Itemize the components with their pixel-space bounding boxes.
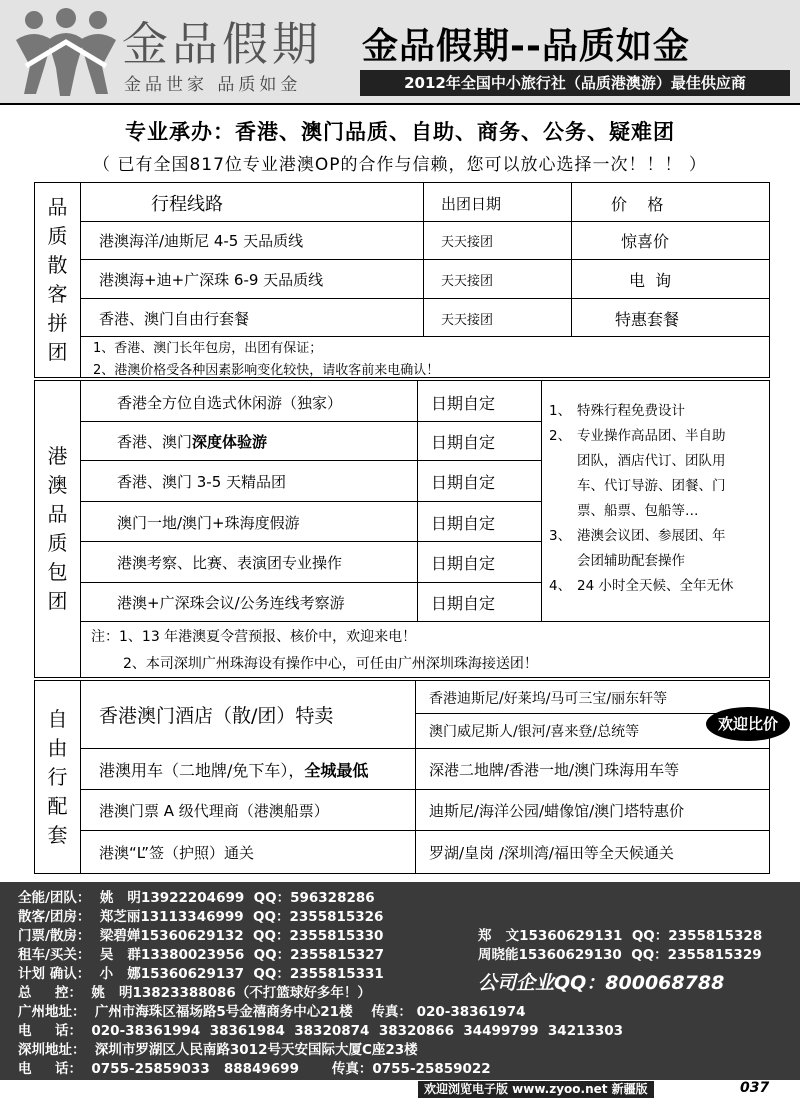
company-qq: 公司企业QQ：800068788 [478, 972, 725, 994]
contact-line-8: 电 话： 020-38361994 38361984 38320874 38320866 34499799 34213303 [18, 1023, 624, 1039]
logo-people-icon [12, 6, 120, 98]
page-number: 037 [740, 1080, 770, 1096]
package-date-3: 日期自定 [431, 472, 496, 492]
specialty-line: 专业承办：香港、澳门品质、自助、商务、公务、疑难团 [125, 120, 675, 144]
scattered-price-3: 特惠套餐 [615, 309, 680, 329]
car-service-detail: 深港二地牌/香港一地/澳门珠海用车等 [429, 760, 680, 779]
contact-line-6: 总 控： 姚 明13823388086（不打篮球好多年！） [18, 985, 371, 1001]
free-travel-table [34, 680, 770, 874]
brand-name: 金品假期 [122, 17, 322, 71]
date-header: 出团日期 [441, 194, 502, 213]
visa-service: 港澳“L”签（护照）通关 [99, 843, 254, 862]
package-date-2: 日期自定 [431, 432, 496, 452]
scattered-route-3: 香港、澳门自由行套餐 [99, 309, 250, 328]
brand-tagline: 金品世家 品质如金 [124, 75, 302, 95]
package-features: 1、 特殊行程免费设计 2、 专业操作高品团、半自助 团队，酒店代订、团队用 车、代订导游、团餐、门 票、船票、包船等… 3、 港澳会议团、参展团、年 会团辅助配套操作 4、 24 小时全天候、全年无休 [549, 403, 734, 594]
contact-line-5: 计划 确认： 小 娜15360629137 QQ：2355815331 [18, 966, 384, 982]
contact-line-2: 散客/团房： 郑芝丽13113346999 QQ：2355815326 [18, 909, 384, 925]
scattered-date-3: 天天接团 [441, 312, 494, 328]
package-date-4: 日期自定 [431, 513, 496, 533]
package-route-4: 澳门一地/澳门+珠海度假游 [117, 513, 300, 532]
slogan: 金品假期--品质如金 [362, 26, 690, 67]
footer-site-bar: 欢迎浏览电子版 www.zyoo.net 新疆版 [418, 1081, 654, 1098]
scattered-tour-table [34, 182, 770, 378]
package-date-6: 日期自定 [431, 593, 496, 613]
hotel-list-macau: 澳门威尼斯人/银河/喜来登/总统等 [429, 724, 640, 740]
package-side-label: 港 澳 品 质 包 团 [35, 381, 81, 677]
supplier-banner: 2012年全国中小旅行社（品质港澳游）最佳供应商 [360, 70, 790, 96]
contact-line-3: 门票/散房： 梁碧婵15360629132 QQ：2355815330 [18, 928, 384, 944]
compare-price-badge: 欢迎比价 [706, 707, 790, 741]
visa-service-detail: 罗湖/皇岗 /深圳湾/福田等全天候通关 [429, 843, 674, 862]
package-route-1: 香港全方位自选式休闲游（独家） [117, 393, 343, 412]
scattered-route-2: 港澳海+迪+广深珠 6-9 天品质线 [99, 270, 324, 289]
package-route-2-highlight: 深度体验游 [192, 432, 268, 451]
free-side-label: 自 由 行 配 套 [35, 681, 81, 873]
scattered-date-1: 天天接团 [441, 235, 494, 250]
package-tour-table [34, 380, 770, 678]
package-route-3: 香港、澳门 3-5 天精品团 [117, 472, 287, 491]
hotel-sale-title: 香港澳门酒店（散/团）特卖 [99, 704, 334, 727]
package-notes: 注：1、13 年港澳夏令营预报、核价中，欢迎来电！ 2、本司深圳广州珠海设有操作中心，可任由广州深圳珠海接送团！ [91, 629, 538, 672]
hotel-list-hk: 香港迪斯尼/好莱坞/马可三宝/丽东轩等 [429, 691, 668, 707]
scattered-route-1: 港澳海洋/迪斯尼 4-5 天品质线 [99, 232, 304, 250]
package-route-6: 港澳+广深珠会议/公务连线考察游 [117, 593, 345, 612]
car-service-highlight: 全城最低 [304, 760, 369, 780]
contact-line-7: 广州地址： 广州市海珠区福场路5号金禧商务中心21楼 传真： 020-38361974 [18, 1004, 526, 1020]
package-route-5: 港澳考察、比赛、表演团专业操作 [117, 553, 343, 572]
ticket-agent-detail: 迪斯尼/海洋公园/蜡像馆/澳门塔特惠价 [429, 801, 685, 820]
trust-line: （ 已有全国817位专业港澳OP的合作与信赖，您可以放心选择一次！！！ ） [93, 155, 707, 175]
footer [0, 1080, 800, 1100]
ticket-agent: 港澳门票 A 级代理商（港澳船票） [99, 801, 329, 820]
package-date-5: 日期自定 [431, 553, 496, 573]
price-header: 价 格 [611, 194, 664, 214]
contact-line-10: 电 话： 0755-25859033 88849699 传真：0755-25859022 [18, 1061, 491, 1077]
scattered-notes: 1、香港、澳门长年包房，出团有保证； 2、港澳价格受各种因素影响变化较快，请收客前来电确认！ [93, 341, 440, 378]
contact-right-1: 郑 文15360629131 QQ：2355815328 [478, 928, 763, 944]
scattered-date-2: 天天接团 [441, 273, 494, 289]
scattered-side-label: 品 质 散 客 拼 团 [35, 183, 81, 377]
route-header: 行程线路 [151, 194, 223, 215]
car-service: 港澳用车（二地牌/免下车）， 全城最低 [99, 749, 368, 789]
header [0, 0, 800, 105]
package-date-1: 日期自定 [431, 393, 496, 413]
scattered-price-2: 电 询 [629, 270, 672, 290]
contact-line-1: 全能/团队： 姚 明13922204699 QQ：596328286 [18, 890, 375, 906]
scattered-price-1: 惊喜价 [621, 232, 670, 251]
contact-line-4: 租车/买关： 吴 群13380023956 QQ：2355815327 [18, 947, 385, 963]
contact-right-2: 周晓能15360629130 QQ：2355815329 [478, 947, 762, 963]
contact-line-9: 深圳地址： 深圳市罗湖区人民南路3012号天安国际大厦C座23楼 [18, 1042, 418, 1058]
package-route-2: 香港、澳门 深度体验游 [117, 432, 268, 451]
